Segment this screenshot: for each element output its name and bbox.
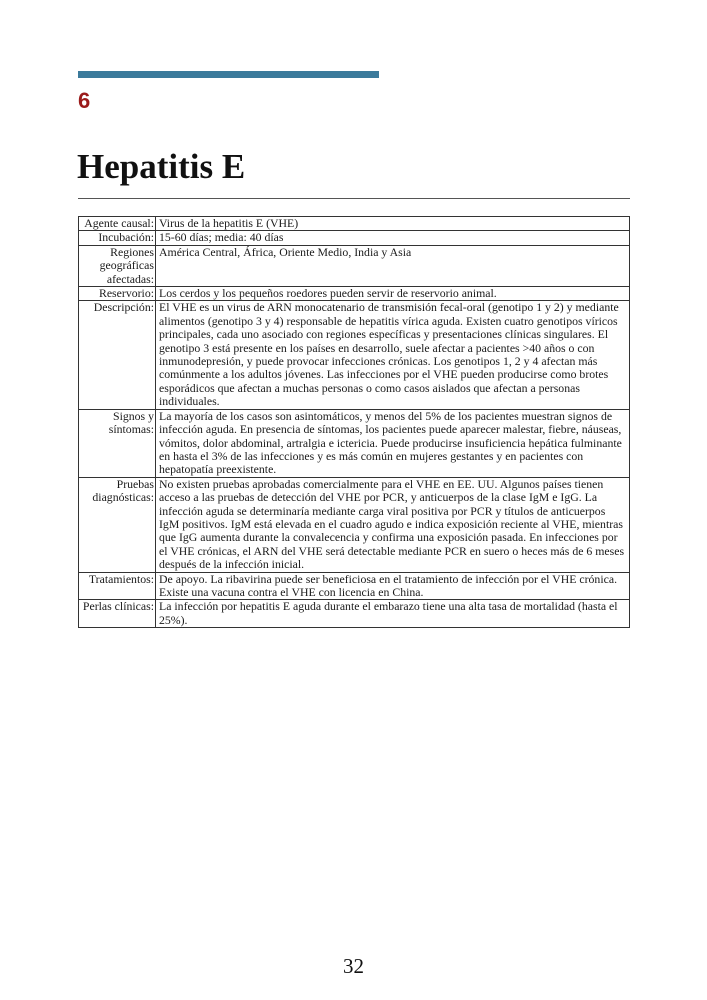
row-value: América Central, África, Oriente Medio, India y Asia [156,245,630,286]
row-value: El VHE es un virus de ARN monocatenario de transmisión fecal-oral (genotipo 1 y 2) y mediante alimentos (genotipo 3 y 4) responsable de hepatitis vírica aguda. Existen cuatro genotipos víricos principales, cada uno asociado con regiones específicas y presentaciones clínicas singulares. El genotipo 3 está presente en los países en desarrollo, suele afectar a pacientes >40 años o con inmunodepresión, y puede provocar infecciones crónicas. Los genotipos 1, 2 y 4 afectan más comúnmente a los adultos jóvenes. Las infecciones por el VHE pueden producirse como brotes esporádicos que afectan a muchas personas o como casos aislados que afectan a personas individuales. [156,301,630,409]
table-row-descripcion [79,301,630,409]
table-row-regiones [79,245,630,286]
row-value: Los cerdos y los pequeños roedores pueden servir de reservorio animal. [156,287,630,301]
table-row-signos-sintomas [79,409,630,477]
chapter-title: Hepatitis E [77,147,246,186]
row-value: 15-60 días; media: 40 días [156,231,630,245]
row-value: No existen pruebas aprobadas comercialmente para el VHE en EE. UU. Algunos países tienen acceso a las pruebas de detección del VHE por PCR, y anticuerpos de la clase IgM e IgG. La infección aguda se determinaría mediante carga viral positiva por PCR y títulos de anticuerpos IgM positivos. IgM está elevada en el cuadro agudo e indica exposición reciente al VHE, mientras que IgG aumenta durante la convalecencia y confirma una exposición pasada. En infecciones por el VHE crónicas, el ARN del VHE será detectable mediante PCR en suero o heces más de 6 meses después de la infección inicial. [156,477,630,572]
row-label: Pruebas diagnósticas: [79,477,156,572]
title-divider [78,198,630,199]
table-row-tratamientos [79,572,630,600]
row-value: De apoyo. La ribavirina puede ser beneficiosa en el tratamiento de infección por el VHE crónica. Existe una vacuna contra el VHE con licencia en China. [156,572,630,600]
row-value: La mayoría de los casos son asintomáticos, y menos del 5% de los pacientes muestran signos de infección aguda. En presencia de síntomas, los pacientes puede aparecer malestar, fiebre, náuseas, vómitos, dolor abdominal, artralgia e ictericia. Puede producirse insuficiencia hepática fulminante en hasta el 3% de las infecciones y es más común en mujeres gestantes y en pacientes con hepatopatía preexistente. [156,409,630,477]
disease-info-table [78,216,630,628]
chapter-accent-bar [78,71,379,78]
table-row-agente-causal [79,217,630,231]
row-label: Agente causal: [79,217,156,231]
row-label: Perlas clínicas: [79,600,156,628]
chapter-number: 6 [78,88,91,113]
row-label: Descripción: [79,301,156,409]
table-row-incubacion [79,231,630,245]
row-label: Signos y síntomas: [79,409,156,477]
row-label: Regiones geográficas afectadas: [79,245,156,286]
table-row-perlas [79,600,630,628]
row-value: Virus de la hepatitis E (VHE) [156,217,630,231]
table-row-reservorio [79,287,630,301]
table-row-pruebas [79,477,630,572]
row-value: La infección por hepatitis E aguda durante el embarazo tiene una alta tasa de mortalidad (hasta el 25%). [156,600,630,628]
row-label: Tratamientos: [79,572,156,600]
row-label: Reservorio: [79,287,156,301]
row-label: Incubación: [79,231,156,245]
page-number: 32 [343,954,364,978]
